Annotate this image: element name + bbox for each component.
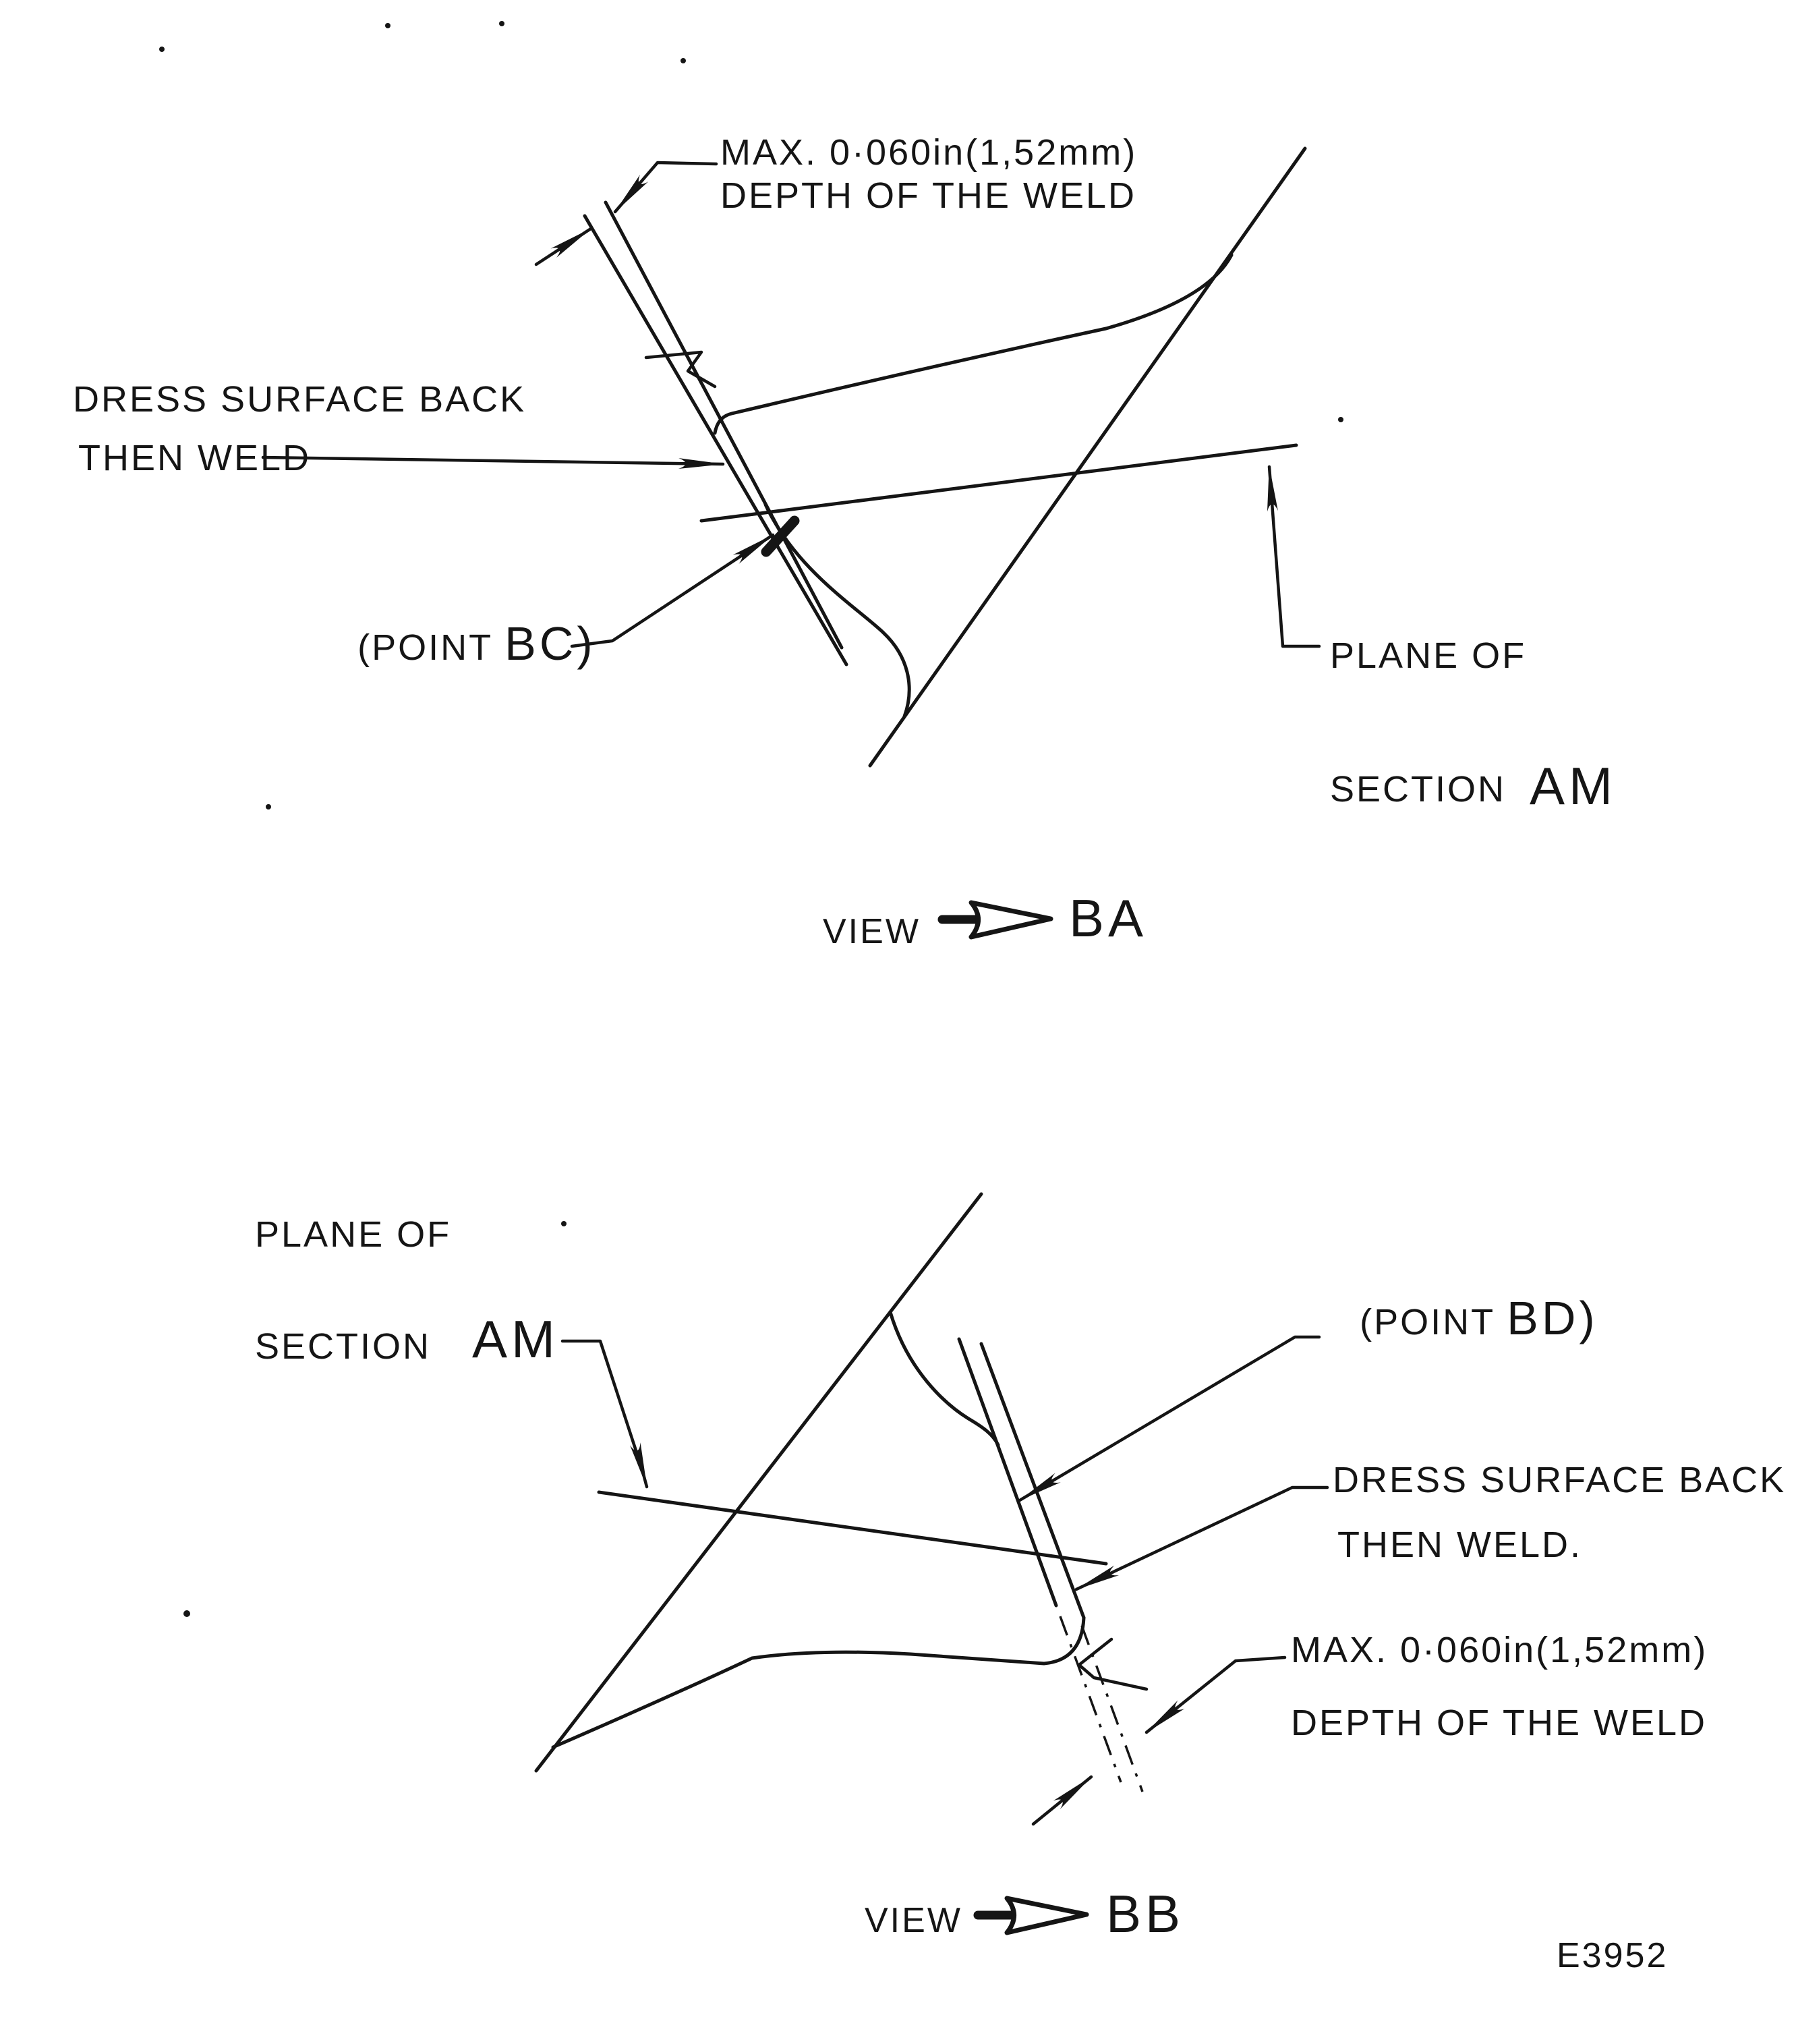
view-direction-arrow-icon <box>942 903 1051 937</box>
bb-point-label: (POINT BD) <box>1360 1292 1598 1344</box>
bb-section-plane-line <box>599 1492 1106 1564</box>
ba-view-id: BA <box>1069 888 1148 948</box>
bb-dress-note-leader <box>1076 1487 1327 1589</box>
ba-main-diagonal-line <box>870 148 1305 766</box>
ba-weld-depth-leader <box>615 163 716 212</box>
bb-plane-label-line2: SECTION <box>255 1326 432 1367</box>
view-bb <box>255 1194 1786 1943</box>
ba-weld-depth-note-line1: MAX. 0·060in(1,52mm) <box>720 132 1138 173</box>
ba-point-leader <box>572 535 773 646</box>
ba-edge-strip-inner-line <box>606 202 842 648</box>
bb-view-word: VIEW <box>865 1901 962 1940</box>
ba-dress-note-line1: DRESS SURFACE BACK <box>73 379 527 420</box>
ba-weld-depth-note-line2: DEPTH OF THE WELD <box>720 175 1137 216</box>
ba-weld-depth-arrow <box>536 229 591 264</box>
ba-edge-strip-outer-line <box>585 216 846 664</box>
speck-dot <box>159 47 165 52</box>
speck-dot <box>680 58 686 63</box>
speck-dot <box>183 1610 190 1617</box>
ba-plane-label-line2: SECTION <box>1330 769 1507 810</box>
ba-dress-note-leader <box>263 457 723 464</box>
ba-plane-label-id: AM <box>1530 756 1617 816</box>
bb-main-diagonal-line <box>536 1194 981 1771</box>
ba-view-word: VIEW <box>823 912 921 951</box>
bb-weld-depth-arrow-low <box>1033 1777 1091 1824</box>
view-ba <box>73 132 1617 951</box>
bb-plane-label-id: AM <box>472 1309 559 1369</box>
view-direction-arrow-icon <box>978 1898 1087 1933</box>
speck-dot <box>561 1221 567 1226</box>
ba-point-label: (POINT BC) <box>357 617 596 670</box>
bb-break-squiggle <box>1079 1639 1147 1689</box>
bb-weld-depth-note-line1: MAX. 0·060in(1,52mm) <box>1291 1630 1708 1670</box>
speck-dot <box>1338 417 1343 422</box>
ba-plane-label-line1: PLANE OF <box>1330 635 1527 676</box>
bb-strip-hidden-line-2 <box>1082 1626 1142 1792</box>
bb-view-caption <box>865 1884 1184 1943</box>
bb-edge-strip-outer-line <box>981 1344 1084 1618</box>
speck-dot <box>266 804 271 810</box>
bb-blade-bottom-edge-line <box>553 1618 1084 1747</box>
bb-point-leader <box>1020 1337 1319 1500</box>
speck-dot <box>499 21 504 26</box>
bb-plane-leader <box>562 1341 647 1487</box>
bb-view-id: BB <box>1106 1884 1185 1943</box>
bb-weld-depth-note-line2: DEPTH OF THE WELD <box>1291 1703 1708 1743</box>
ba-plane-leader <box>1269 467 1319 646</box>
scan-specks <box>159 21 1343 1617</box>
drawing-number: E3952 <box>1557 1936 1669 1975</box>
bb-dress-note-line1: DRESS SURFACE BACK <box>1333 1460 1787 1500</box>
bb-dress-note-line2: THEN WELD. <box>1337 1525 1583 1565</box>
ba-view-caption <box>823 888 1147 951</box>
ba-section-plane-line <box>701 445 1296 521</box>
bb-weld-bead-curve <box>890 1312 998 1445</box>
speck-dot <box>385 23 390 28</box>
bb-weld-depth-leader <box>1147 1657 1285 1732</box>
ba-blade-top-edge-line <box>715 255 1232 433</box>
bb-edge-strip-inner-line <box>959 1339 1056 1606</box>
bb-plane-label-line1: PLANE OF <box>255 1214 452 1255</box>
ba-dress-note-line2: THEN WELD <box>78 438 312 478</box>
bb-strip-hidden-line-1 <box>1060 1616 1121 1782</box>
